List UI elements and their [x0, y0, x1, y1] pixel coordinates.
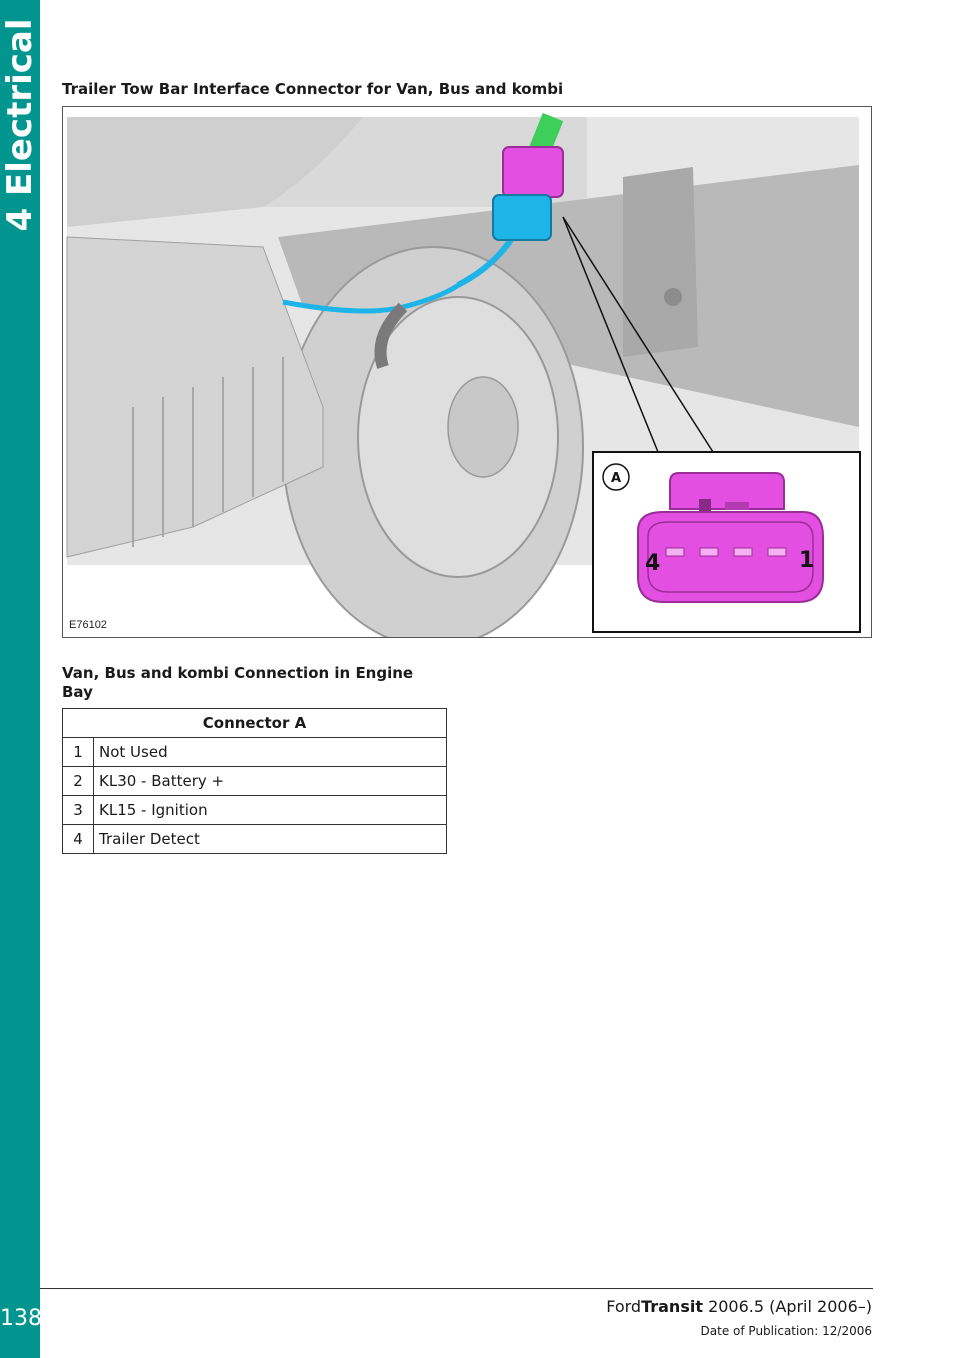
footer-divider	[40, 1288, 873, 1289]
connector-face	[638, 512, 823, 602]
pin-number: 1	[63, 738, 94, 767]
pin-function: KL30 - Battery +	[94, 767, 447, 796]
table-row	[63, 738, 447, 767]
connector-mate	[493, 195, 551, 240]
figure-title: Trailer Tow Bar Interface Connector for Van, Bus and kombi	[62, 80, 564, 98]
bracket-bolt	[664, 288, 682, 306]
latch-ridge	[725, 502, 749, 510]
pin-function: Trailer Detect	[94, 825, 447, 854]
table-header: Connector A	[63, 709, 447, 738]
footer-model	[606, 1297, 872, 1316]
page-number: 138	[0, 1306, 42, 1331]
section-title: 4 Electrical	[0, 18, 40, 232]
connector-pin-table	[62, 708, 447, 854]
pin-label-1: 1	[799, 548, 815, 573]
latch-key	[699, 499, 711, 513]
callout-label: A	[610, 471, 622, 486]
footer-version: 2006.5 (April 2006–)	[708, 1297, 872, 1316]
connector-body	[503, 147, 563, 197]
footer-brand: Ford	[606, 1297, 642, 1316]
table-row	[63, 767, 447, 796]
wheel-hub	[448, 377, 518, 477]
section-sidebar	[0, 0, 40, 1358]
section-heading: Van, Bus and kombi Connection in Engine Bay	[62, 664, 414, 701]
pin-function: Not Used	[94, 738, 447, 767]
footer-publication-date: Date of Publication: 12/2006	[700, 1324, 872, 1338]
pin-function: KL15 - Ignition	[94, 796, 447, 825]
section-title-vertical	[0, 0, 40, 250]
pin-label-4: 4	[645, 551, 661, 576]
pin-number: 3	[63, 796, 94, 825]
table-header-row	[63, 709, 447, 738]
footer-model-name: Transit	[641, 1297, 703, 1316]
illustration-drawing	[63, 107, 872, 638]
table-row	[63, 825, 447, 854]
table-row	[63, 796, 447, 825]
pin-number: 4	[63, 825, 94, 854]
connector-illustration	[62, 106, 872, 638]
figure-id: E76102	[69, 619, 107, 631]
pin-number: 2	[63, 767, 94, 796]
